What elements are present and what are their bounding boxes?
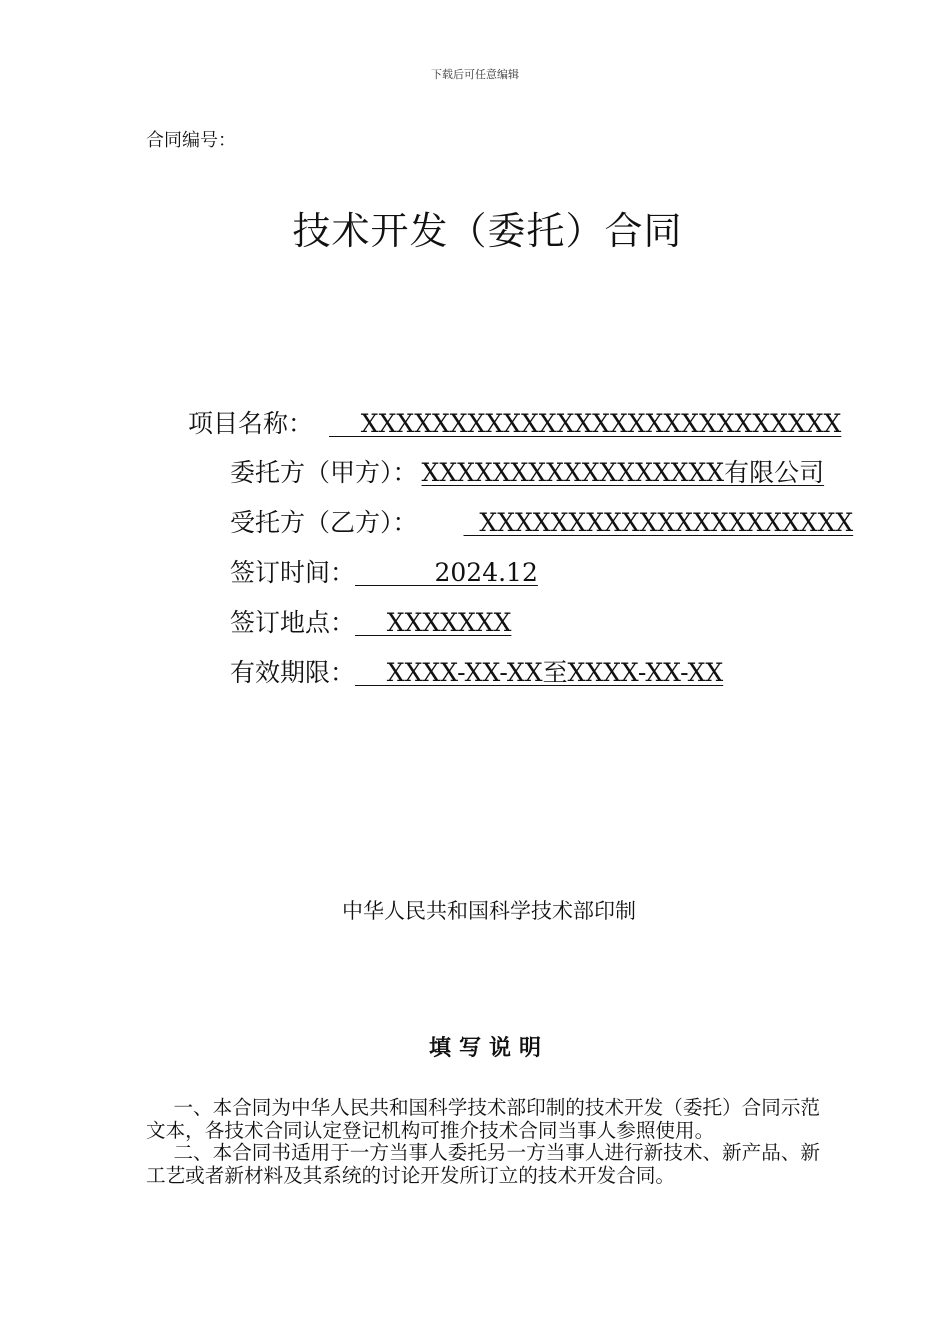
page-header-note: 下载后可任意编辑 <box>431 68 519 81</box>
instruction-paragraph: 二、本合同书适用于一方当事人委托另一方当事人进行新技术、新产品、新工艺或者新材料及其系统的讨论开发所订立的技术开发合同。 <box>146 1141 821 1187</box>
contract-number-label: 合同编号： <box>146 130 236 151</box>
field-contractor <box>230 508 853 538</box>
field-signing-date <box>230 558 538 588</box>
field-label: 受托方（乙方）： <box>230 508 418 537</box>
document-title: 技术开发（委托）合同 <box>292 209 683 253</box>
field-value: XXXXXXXXXXXXXXXXXXXXX <box>463 508 854 537</box>
instructions-title: 填写说明 <box>428 1036 549 1061</box>
field-value: XXXXXXX <box>355 608 512 637</box>
field-value: 2024.12 <box>355 558 538 587</box>
field-label: 有效期限： <box>230 658 356 687</box>
instructions-body <box>146 1097 836 1187</box>
field-label: 签订时间： <box>230 558 356 587</box>
instruction-paragraph: 一、本合同为中华人民共和国科学技术部印制的技术开发（委托）合同示范文本，各技术合同认定登记机构可推介技术合同当事人参照使用。 <box>146 1096 821 1142</box>
field-valid-period <box>230 658 723 688</box>
field-client <box>230 458 824 488</box>
field-value: XXXXXXXXXXXXXXXXX有限公司 <box>421 458 825 487</box>
field-label: 项目名称： <box>188 409 314 438</box>
field-value: XXXX-XX-XX至XXXX-XX-XX <box>355 658 724 687</box>
field-label: 委托方（甲方）： <box>230 458 418 487</box>
field-project-name <box>188 409 841 439</box>
field-label: 签订地点： <box>230 608 356 637</box>
field-value: XXXXXXXXXXXXXXXXXXXXXXXXXXX <box>329 409 842 438</box>
publisher-line: 中华人民共和国科学技术部印制 <box>342 899 636 923</box>
field-signing-place <box>230 608 511 638</box>
